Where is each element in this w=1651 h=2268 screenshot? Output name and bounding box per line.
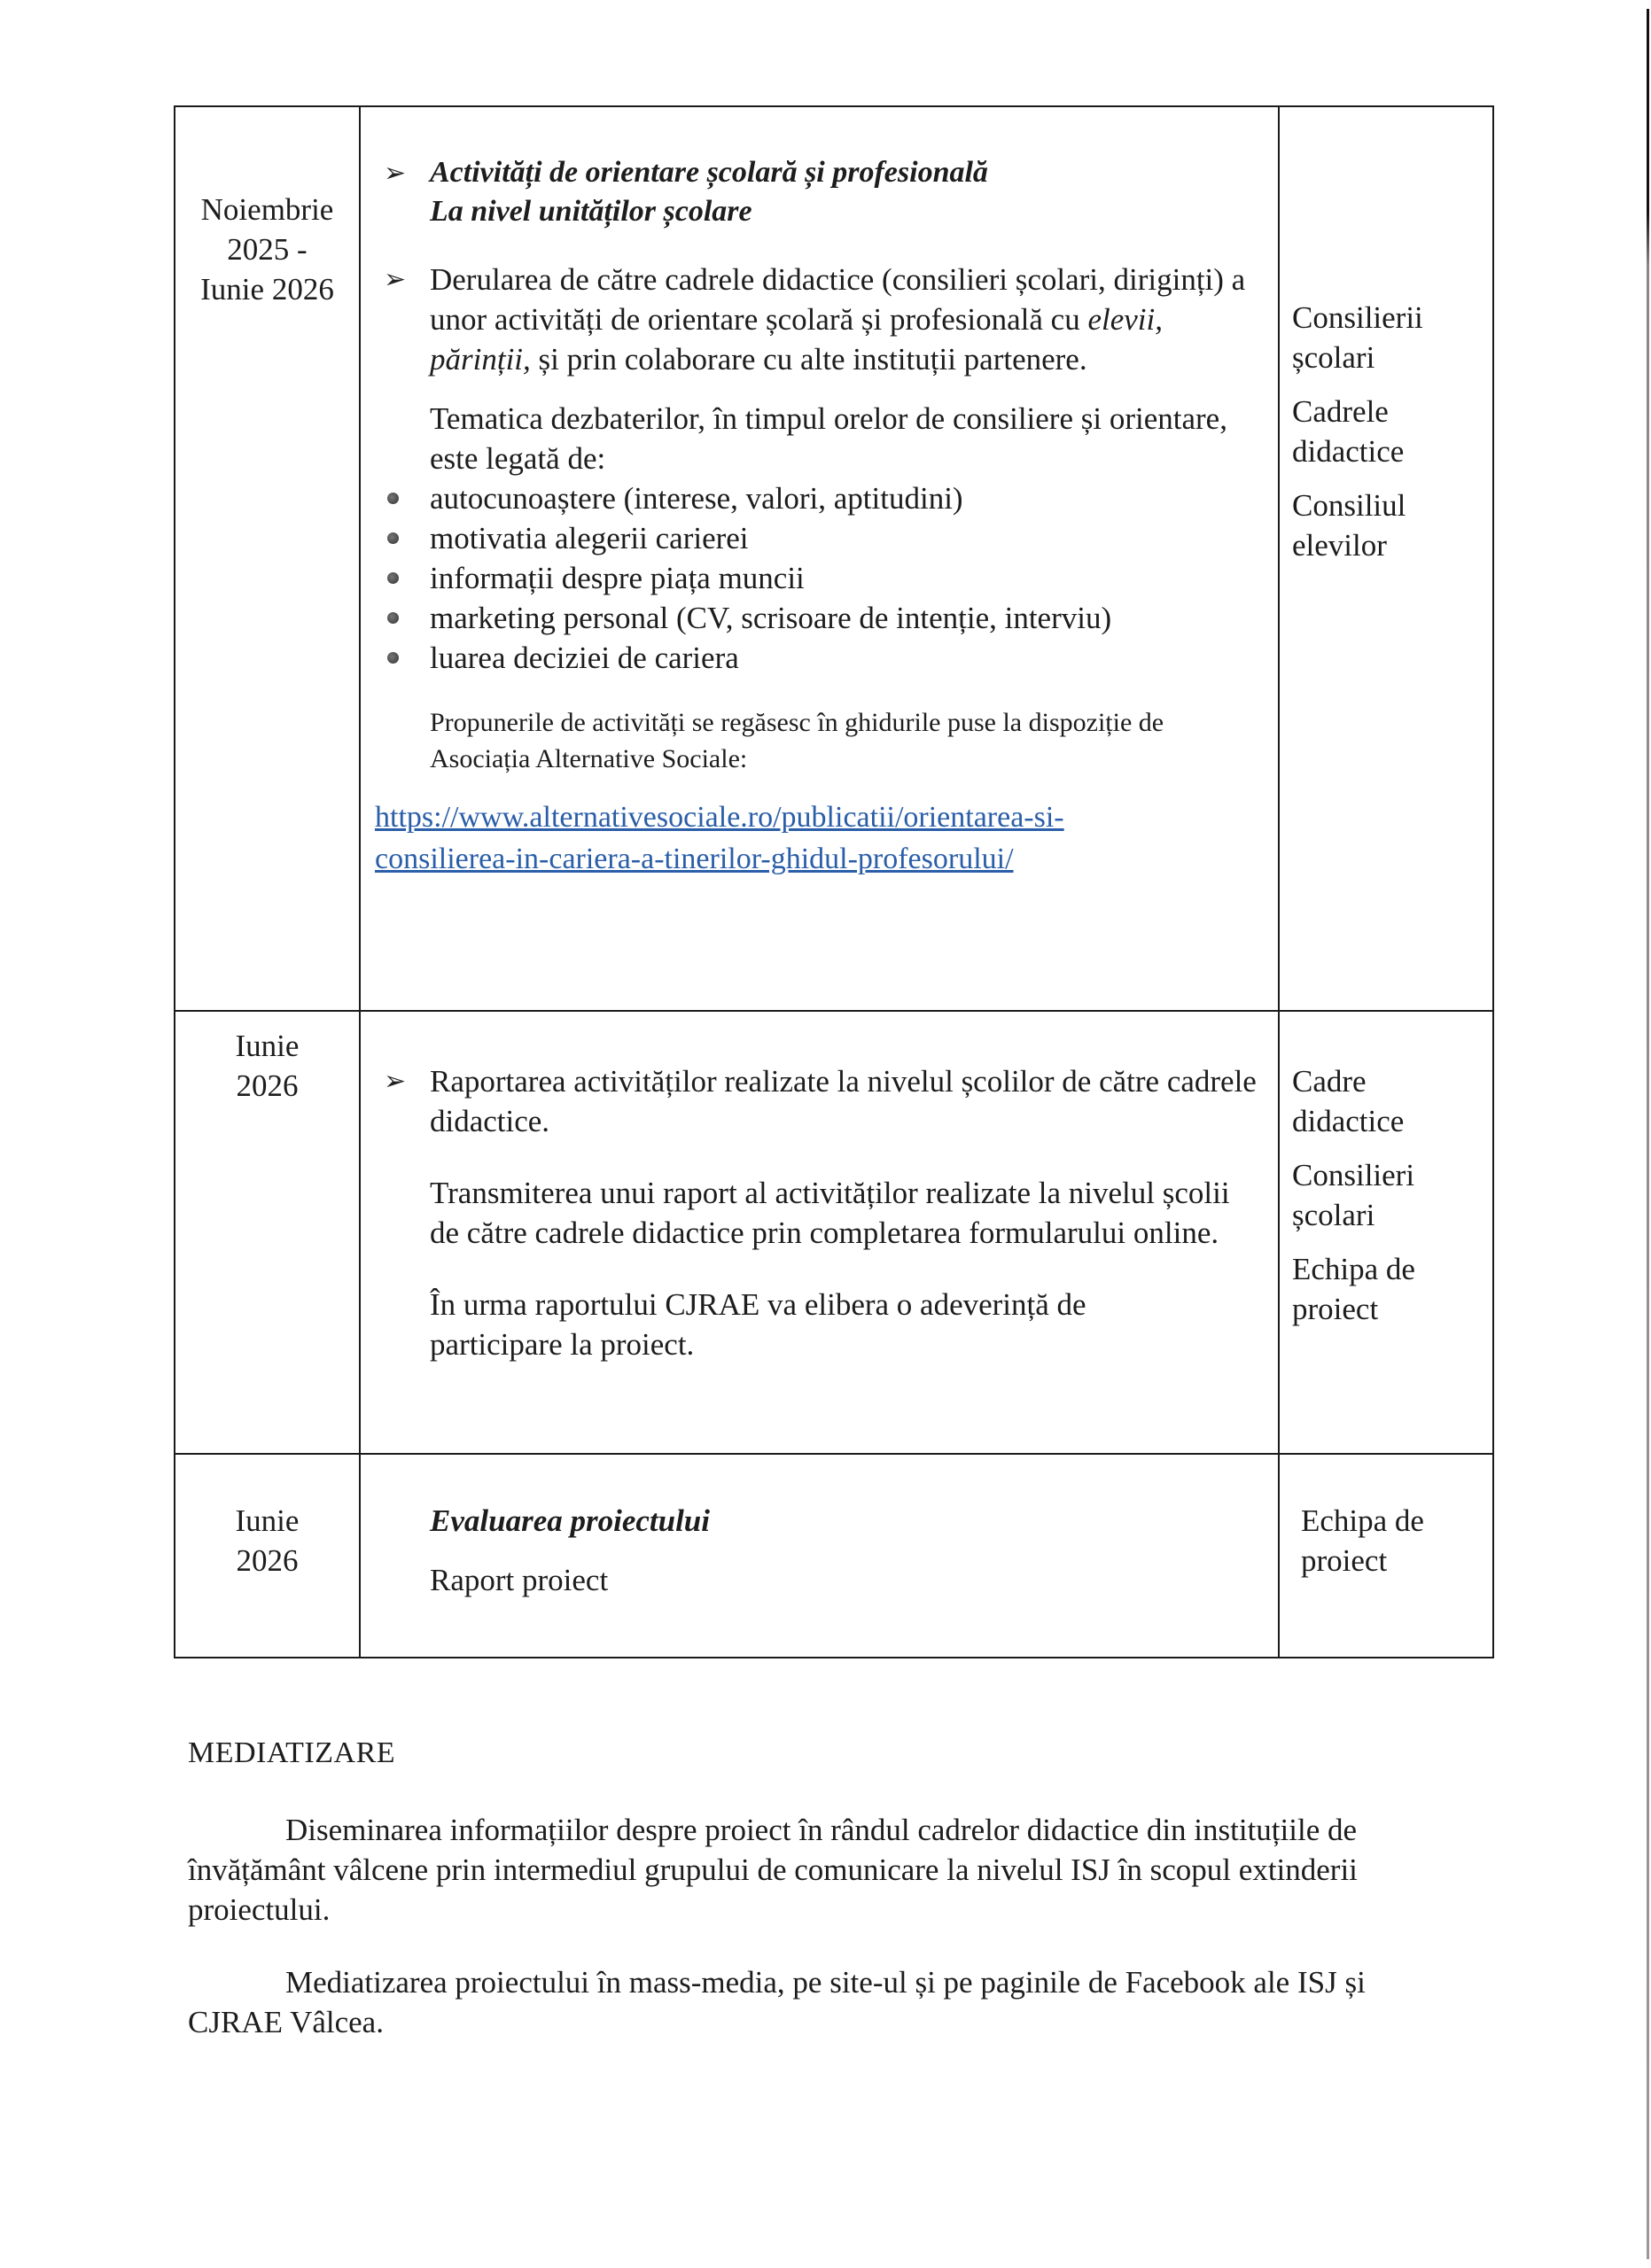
arrow-bullet-icon: ➢: [384, 264, 407, 295]
activity-item: ➢ Raportarea activităților realizate la nivelul școlilor de către cadrele didactice.: [361, 1061, 1278, 1141]
bullet-icon: [387, 493, 399, 504]
responsible-entry: Consilierii școlari: [1292, 300, 1423, 375]
activity-cell: [360, 106, 1279, 1011]
responsible-cell: [1279, 106, 1493, 1011]
list-item: autocunoaștere (interese, valori, aptitudini): [430, 478, 1278, 518]
themes-list: [361, 478, 1278, 678]
date-line: 2025 -: [227, 232, 308, 267]
list-item: motivatia alegerii carierei: [430, 518, 1278, 558]
table-row: [175, 1454, 1493, 1658]
activity-cell: [360, 1011, 1279, 1454]
media-paragraph: Mediatizarea proiectului în mass-media, pe site-ul și pe paginile de Facebook ale ISJ și CJRAE Vâlcea.: [188, 1965, 1366, 2039]
date-cell: [175, 1011, 360, 1454]
responsible-entry: Consilieri școlari: [1292, 1158, 1415, 1232]
date-line: 2026: [236, 1068, 299, 1103]
arrow-bullet-icon: ➢: [384, 158, 407, 189]
list-item: luarea deciziei de cariera: [430, 638, 1278, 678]
evaluation-text: Raport proiect: [430, 1563, 609, 1597]
proposals-text: Propunerile de activități se regăsesc în ghidurile puse la dispoziție de Asociația Alternative Sociale:: [430, 708, 1164, 773]
date-line: Iunie: [235, 1503, 300, 1538]
date-cell: [175, 1454, 360, 1658]
date-line: Noiembrie: [200, 192, 334, 227]
arrow-bullet-icon: ➢: [384, 1066, 407, 1097]
date-cell: [175, 106, 360, 1011]
responsible-cell: [1279, 1011, 1493, 1454]
dissemination-paragraph: Diseminarea informațiilor despre proiect în rândul cadrelor didactice din instituțiile de învățământ vâlcene prin intermediul grupului de comunicare la nivelul ISJ în scopul extinderii proiectului.: [188, 1813, 1358, 1927]
bullet-icon: [387, 572, 399, 584]
bullet-icon: [387, 532, 399, 544]
certificate-paragraph: În urma raportului CJRAE va elibera o adeverință de participare la proiect.: [430, 1287, 1086, 1362]
date-line: 2026: [236, 1543, 299, 1578]
responsible-entry: Consiliul elevilor: [1292, 488, 1406, 563]
table-row: [175, 106, 1493, 1011]
italic-text: elevii, părinții,: [430, 302, 1163, 377]
guide-link-line[interactable]: https://www.alternativesociale.ro/publicatii/orientarea-si-: [375, 801, 1064, 834]
bullet-icon: [387, 612, 399, 624]
date-line: Iunie 2026: [200, 272, 334, 307]
guide-link[interactable]: [361, 796, 1278, 880]
scan-edge-line: [1647, 9, 1649, 2259]
section-heading: MEDIATIZARE: [188, 1736, 396, 1769]
responsible-entry: Echipa de proiect: [1301, 1503, 1424, 1578]
date-line: Iunie: [235, 1029, 300, 1063]
activity-item: ➢ Derularea de către cadrele didactice (consilieri școlari, diriginți) a unor activități de orientare școlară și profesională cu elevii, părinții, și prin colaborare cu alte instituții partenere.: [361, 260, 1278, 379]
themes-intro: Tematica dezbaterilor, în timpul orelor de consiliere și orientare, este legată de:: [430, 401, 1227, 476]
guide-link-line[interactable]: consilierea-in-cariera-a-tinerilor-ghidul-profesorului/: [375, 843, 1014, 875]
responsible-entry: Cadre didactice: [1292, 1064, 1405, 1138]
evaluation-heading: Evaluarea proiectului: [430, 1503, 710, 1538]
activity-heading: ➢ Activități de orientare școlară și profesională La nivel unităților școlare: [361, 153, 1278, 231]
responsible-entry: Echipa de proiect: [1292, 1252, 1415, 1326]
table-row: [175, 1011, 1493, 1454]
report-paragraph: Transmiterea unui raport al activităților realizate la nivelul școlii de către cadrele didactice prin completarea formularului online.: [430, 1176, 1230, 1250]
bullet-icon: [387, 652, 399, 664]
list-item: marketing personal (CV, scrisoare de intenție, interviu): [430, 598, 1278, 638]
activity-cell: [360, 1454, 1279, 1658]
responsible-cell: [1279, 1454, 1493, 1658]
activity-plan-table: [174, 105, 1494, 1658]
list-item: informații despre piața muncii: [430, 558, 1278, 598]
responsible-entry: Cadrele didactice: [1292, 394, 1405, 469]
